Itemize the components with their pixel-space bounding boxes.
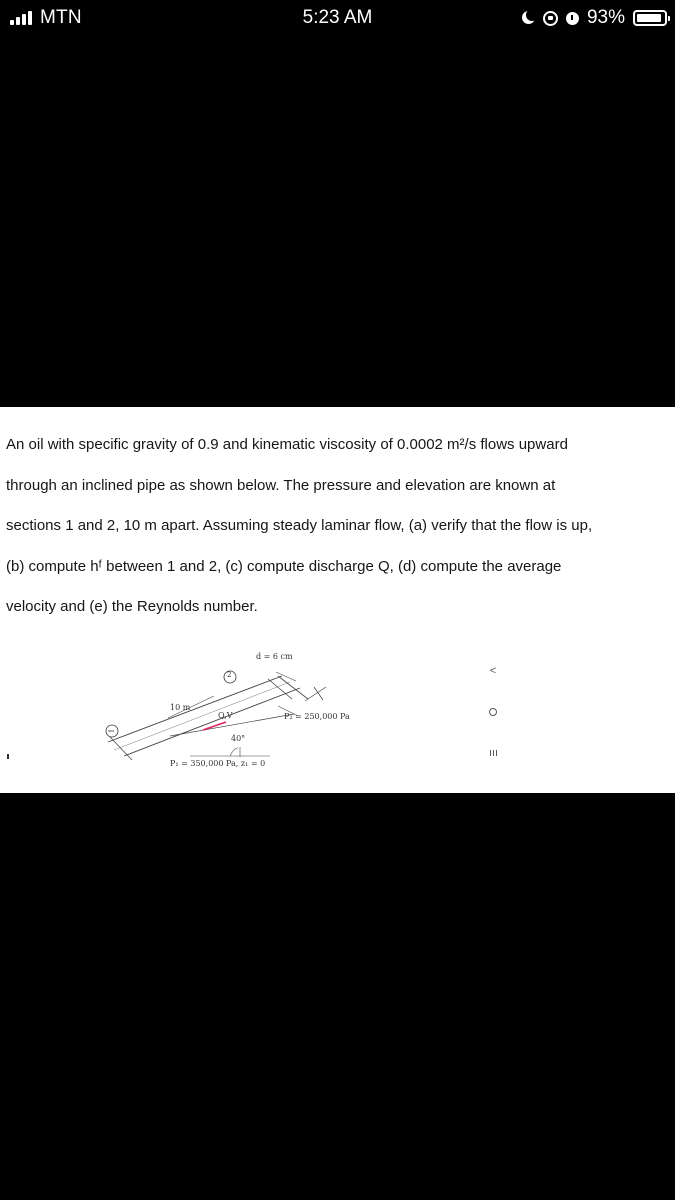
flow-arrow <box>203 722 226 730</box>
p2-label: P₂ = 250,000 Pa <box>284 712 350 721</box>
pipe-upper-wall <box>108 676 282 742</box>
section-2-tick <box>314 687 323 700</box>
recent-apps-icon <box>486 747 500 759</box>
status-bar <box>0 0 675 36</box>
problem-line: (b) compute hᶠ between 1 and 2, (c) compute discharge Q, (d) compute the average <box>6 557 562 575</box>
battery-percent: 93% <box>586 7 625 28</box>
problem-image <box>0 407 675 793</box>
battery-fill <box>637 14 661 22</box>
status-icons <box>521 5 667 31</box>
angle-arc <box>230 748 238 756</box>
embedded-nav-bar <box>486 665 500 755</box>
problem-line: through an inclined pipe as shown below. The pressure and elevation are known at <box>6 476 556 494</box>
back-icon: < <box>489 665 497 677</box>
problem-line: velocity and (e) the Reynolds number. <box>6 598 258 615</box>
lock-rotate-icon <box>543 11 558 26</box>
p1-label: P₁ = 350,000 Pa, z₁ = 0 <box>170 759 266 768</box>
diameter-label: d = 6 cm <box>256 652 293 661</box>
pipe-lower-wall <box>124 688 300 756</box>
alarm-icon <box>566 12 579 25</box>
problem-line: sections 1 and 2, 10 m apart. Assuming steady laminar flow, (a) verify that the flow is up, <box>6 517 593 534</box>
section-2-label: 2 <box>227 671 232 679</box>
angle-label: 40° <box>231 734 246 743</box>
edge-mark <box>7 754 9 759</box>
problem-statement <box>6 425 611 628</box>
battery-icon <box>633 10 667 26</box>
inclined-pipe-diagram <box>100 644 400 784</box>
moon-icon <box>521 11 535 25</box>
flow-label: Q,V <box>218 711 233 720</box>
home-icon <box>486 707 500 719</box>
section-1-cut <box>110 737 132 760</box>
length-label: 10 m <box>170 703 191 712</box>
clock: 5:23 AM <box>302 7 373 28</box>
pipe-centerline <box>114 682 290 750</box>
problem-line: An oil with specific gravity of 0.9 and kinematic viscosity of 0.0002 m²/s flows upward <box>6 436 568 453</box>
carrier-name: MTN <box>40 7 82 28</box>
